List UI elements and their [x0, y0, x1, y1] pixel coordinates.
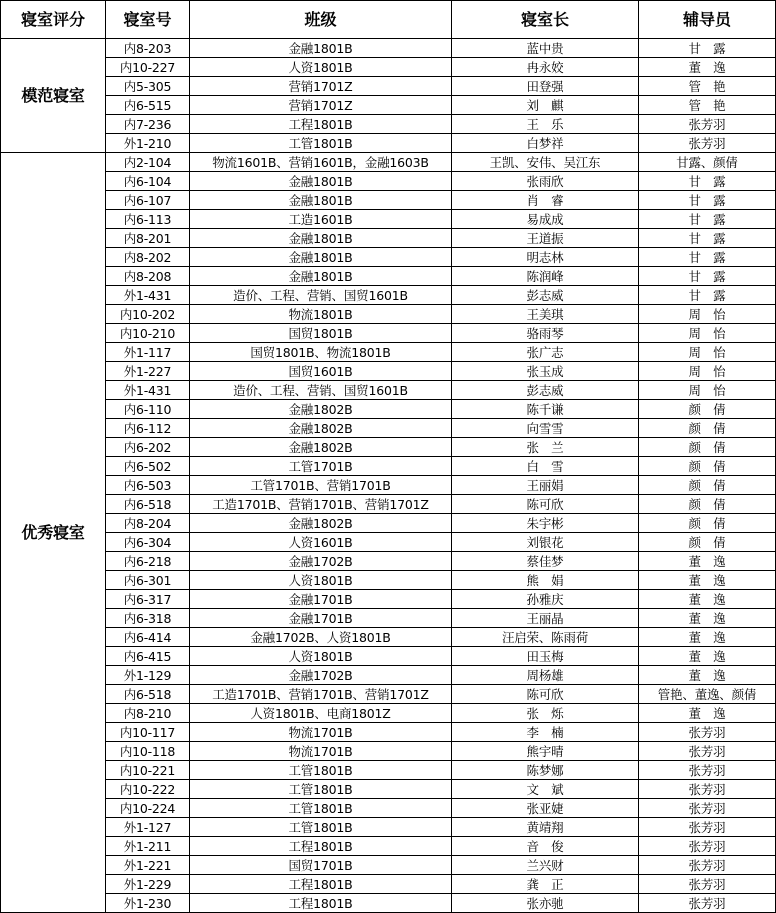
counselor-cell: 颜 倩 — [639, 400, 776, 419]
class-cell: 物流1701B — [190, 723, 452, 742]
leader-cell: 陈可欣 — [452, 685, 639, 704]
table-row — [1, 191, 776, 210]
class-cell: 工管1801B — [190, 818, 452, 837]
room-cell: 内8-204 — [106, 514, 190, 533]
table-row — [1, 818, 776, 837]
table-row — [1, 856, 776, 875]
counselor-cell: 张芳羽 — [639, 818, 776, 837]
table-row — [1, 172, 776, 191]
table-row — [1, 476, 776, 495]
room-cell: 内10-221 — [106, 761, 190, 780]
leader-cell: 冉永姣 — [452, 58, 639, 77]
counselor-cell: 董 逸 — [639, 666, 776, 685]
leader-cell: 蔡佳梦 — [452, 552, 639, 571]
room-cell: 内10-202 — [106, 305, 190, 324]
leader-cell: 陈润峰 — [452, 267, 639, 286]
counselor-cell: 甘 露 — [639, 39, 776, 58]
class-cell: 国贸1801B — [190, 324, 452, 343]
class-cell: 金融1701B — [190, 590, 452, 609]
class-cell: 工管1701B、营销1701B — [190, 476, 452, 495]
leader-cell: 骆雨琴 — [452, 324, 639, 343]
room-cell: 内7-236 — [106, 115, 190, 134]
counselor-cell: 甘 露 — [639, 210, 776, 229]
leader-cell: 张 烁 — [452, 704, 639, 723]
counselor-cell: 颜 倩 — [639, 457, 776, 476]
room-cell: 外1-127 — [106, 818, 190, 837]
counselor-cell: 颜 倩 — [639, 476, 776, 495]
table-row — [1, 305, 776, 324]
table-row — [1, 875, 776, 894]
counselor-cell: 管 艳 — [639, 96, 776, 115]
room-cell: 内6-515 — [106, 96, 190, 115]
class-cell: 金融1801B — [190, 39, 452, 58]
table-row — [1, 590, 776, 609]
room-cell: 内6-503 — [106, 476, 190, 495]
counselor-cell: 颜 倩 — [639, 495, 776, 514]
leader-cell: 王 乐 — [452, 115, 639, 134]
room-cell: 内6-107 — [106, 191, 190, 210]
counselor-cell: 周 怡 — [639, 343, 776, 362]
counselor-cell: 董 逸 — [639, 58, 776, 77]
table-row — [1, 58, 776, 77]
table-row — [1, 799, 776, 818]
table-row — [1, 362, 776, 381]
header-rating: 寝室评分 — [1, 1, 106, 39]
class-cell: 国贸1701B — [190, 856, 452, 875]
table-row — [1, 552, 776, 571]
counselor-cell: 董 逸 — [639, 552, 776, 571]
leader-cell: 张亚婕 — [452, 799, 639, 818]
table-row — [1, 210, 776, 229]
table-row — [1, 267, 776, 286]
leader-cell: 向雪雪 — [452, 419, 639, 438]
counselor-cell: 甘 露 — [639, 248, 776, 267]
table-row — [1, 837, 776, 856]
leader-cell: 肖 睿 — [452, 191, 639, 210]
room-cell: 外1-117 — [106, 343, 190, 362]
class-cell: 金融1702B、人资1801B — [190, 628, 452, 647]
room-cell: 内6-518 — [106, 495, 190, 514]
header-room: 寝室号 — [106, 1, 190, 39]
class-cell: 工管1701B — [190, 457, 452, 476]
room-cell: 内8-201 — [106, 229, 190, 248]
leader-cell: 熊宇晴 — [452, 742, 639, 761]
table-row — [1, 153, 776, 172]
table-row — [1, 324, 776, 343]
leader-cell: 朱宇彬 — [452, 514, 639, 533]
leader-cell: 黄靖翔 — [452, 818, 639, 837]
leader-cell: 刘 麒 — [452, 96, 639, 115]
counselor-cell: 董 逸 — [639, 571, 776, 590]
class-cell: 金融1802B — [190, 438, 452, 457]
counselor-cell: 颜 倩 — [639, 514, 776, 533]
table-body — [1, 39, 776, 913]
leader-cell: 王美琪 — [452, 305, 639, 324]
counselor-cell: 张芳羽 — [639, 134, 776, 153]
class-cell: 金融1701B — [190, 609, 452, 628]
class-cell: 营销1701Z — [190, 96, 452, 115]
counselor-cell: 颜 倩 — [639, 438, 776, 457]
counselor-cell: 颜 倩 — [639, 533, 776, 552]
counselor-cell: 董 逸 — [639, 628, 776, 647]
class-cell: 人资1801B — [190, 647, 452, 666]
leader-cell: 王道振 — [452, 229, 639, 248]
counselor-cell: 张芳羽 — [639, 837, 776, 856]
class-cell: 金融1801B — [190, 172, 452, 191]
leader-cell: 彭志威 — [452, 381, 639, 400]
leader-cell: 张 兰 — [452, 438, 639, 457]
room-cell: 内6-317 — [106, 590, 190, 609]
table-row — [1, 77, 776, 96]
leader-cell: 周杨雄 — [452, 666, 639, 685]
counselor-cell: 管 艳 — [639, 77, 776, 96]
table-row — [1, 761, 776, 780]
table-row — [1, 286, 776, 305]
class-cell: 人资1801B — [190, 571, 452, 590]
leader-cell: 王凯、安伟、吴江东 — [452, 153, 639, 172]
class-cell: 金融1702B — [190, 666, 452, 685]
counselor-cell: 张芳羽 — [639, 875, 776, 894]
class-cell: 工管1801B — [190, 799, 452, 818]
table-row — [1, 571, 776, 590]
class-cell: 金融1801B — [190, 229, 452, 248]
counselor-cell: 张芳羽 — [639, 723, 776, 742]
counselor-cell: 董 逸 — [639, 609, 776, 628]
table-row — [1, 248, 776, 267]
leader-cell: 易成成 — [452, 210, 639, 229]
header-leader: 寝室长 — [452, 1, 639, 39]
leader-cell: 田登强 — [452, 77, 639, 96]
leader-cell: 白梦祥 — [452, 134, 639, 153]
room-cell: 内10-118 — [106, 742, 190, 761]
counselor-cell: 张芳羽 — [639, 115, 776, 134]
leader-cell: 张玉成 — [452, 362, 639, 381]
class-cell: 金融1801B — [190, 191, 452, 210]
class-cell: 造价、工程、营销、国贸1601B — [190, 381, 452, 400]
leader-cell: 陈千谦 — [452, 400, 639, 419]
table-row — [1, 457, 776, 476]
class-cell: 工管1801B — [190, 134, 452, 153]
room-cell: 内6-301 — [106, 571, 190, 590]
counselor-cell: 张芳羽 — [639, 856, 776, 875]
room-cell: 内2-104 — [106, 153, 190, 172]
room-cell: 内6-202 — [106, 438, 190, 457]
class-cell: 金融1802B — [190, 419, 452, 438]
table-row — [1, 723, 776, 742]
table-row — [1, 400, 776, 419]
class-cell: 金融1801B — [190, 248, 452, 267]
class-cell: 金融1802B — [190, 514, 452, 533]
room-cell: 内10-227 — [106, 58, 190, 77]
class-cell: 金融1801B — [190, 267, 452, 286]
class-cell: 国贸1801B、物流1801B — [190, 343, 452, 362]
class-cell: 造价、工程、营销、国贸1601B — [190, 286, 452, 305]
table-row — [1, 96, 776, 115]
counselor-cell: 周 怡 — [639, 324, 776, 343]
counselor-cell: 颜 倩 — [639, 419, 776, 438]
class-cell: 营销1701Z — [190, 77, 452, 96]
leader-cell: 张广志 — [452, 343, 639, 362]
leader-cell: 龚 正 — [452, 875, 639, 894]
leader-cell: 彭志威 — [452, 286, 639, 305]
table-row — [1, 381, 776, 400]
room-cell: 内6-104 — [106, 172, 190, 191]
room-cell: 内6-415 — [106, 647, 190, 666]
header-counselor: 辅导员 — [639, 1, 776, 39]
room-cell: 外1-210 — [106, 134, 190, 153]
table-row — [1, 666, 776, 685]
room-cell: 内8-210 — [106, 704, 190, 723]
class-cell: 国贸1601B — [190, 362, 452, 381]
counselor-cell: 张芳羽 — [639, 799, 776, 818]
table-row — [1, 704, 776, 723]
room-cell: 内6-113 — [106, 210, 190, 229]
room-cell: 外1-230 — [106, 894, 190, 913]
class-cell: 工管1801B — [190, 761, 452, 780]
room-cell: 内6-318 — [106, 609, 190, 628]
room-cell: 外1-221 — [106, 856, 190, 875]
counselor-cell: 甘 露 — [639, 286, 776, 305]
leader-cell: 孙雅庆 — [452, 590, 639, 609]
table-row — [1, 780, 776, 799]
room-cell: 内5-305 — [106, 77, 190, 96]
room-cell: 内10-117 — [106, 723, 190, 742]
room-cell: 外1-227 — [106, 362, 190, 381]
room-cell: 内10-210 — [106, 324, 190, 343]
leader-cell: 李 楠 — [452, 723, 639, 742]
table-row — [1, 115, 776, 134]
counselor-cell: 张芳羽 — [639, 894, 776, 913]
counselor-cell: 张芳羽 — [639, 761, 776, 780]
counselor-cell: 张芳羽 — [639, 780, 776, 799]
leader-cell: 陈梦娜 — [452, 761, 639, 780]
category-cell: 模范寝室 — [1, 39, 106, 153]
counselor-cell: 管艳、董逸、颜倩 — [639, 685, 776, 704]
leader-cell: 刘银花 — [452, 533, 639, 552]
room-cell: 内6-218 — [106, 552, 190, 571]
class-cell: 物流1601B、营销1601B，金融1603B — [190, 153, 452, 172]
counselor-cell: 周 怡 — [639, 305, 776, 324]
leader-cell: 张亦驰 — [452, 894, 639, 913]
room-cell: 内6-502 — [106, 457, 190, 476]
table-row — [1, 39, 776, 58]
counselor-cell: 甘露、颜倩 — [639, 153, 776, 172]
leader-cell: 白 雪 — [452, 457, 639, 476]
class-cell: 金融1802B — [190, 400, 452, 419]
room-cell: 内6-304 — [106, 533, 190, 552]
room-cell: 内6-518 — [106, 685, 190, 704]
class-cell: 人资1601B — [190, 533, 452, 552]
room-cell: 外1-211 — [106, 837, 190, 856]
counselor-cell: 张芳羽 — [639, 742, 776, 761]
class-cell: 工造1701B、营销1701B、营销1701Z — [190, 495, 452, 514]
class-cell: 物流1801B — [190, 305, 452, 324]
leader-cell: 蓝中贵 — [452, 39, 639, 58]
class-cell: 工造1601B — [190, 210, 452, 229]
class-cell: 工程1801B — [190, 894, 452, 913]
table-row — [1, 894, 776, 913]
counselor-cell: 甘 露 — [639, 172, 776, 191]
table-row — [1, 609, 776, 628]
room-cell: 外1-431 — [106, 381, 190, 400]
room-cell: 内8-208 — [106, 267, 190, 286]
leader-cell: 田玉梅 — [452, 647, 639, 666]
class-cell: 工程1801B — [190, 115, 452, 134]
room-cell: 内8-202 — [106, 248, 190, 267]
leader-cell: 王丽娟 — [452, 476, 639, 495]
room-cell: 外1-129 — [106, 666, 190, 685]
leader-cell: 文 斌 — [452, 780, 639, 799]
header-row — [1, 1, 776, 39]
room-cell: 外1-431 — [106, 286, 190, 305]
leader-cell: 汪启荣、陈雨荷 — [452, 628, 639, 647]
counselor-cell: 董 逸 — [639, 704, 776, 723]
counselor-cell: 甘 露 — [639, 229, 776, 248]
leader-cell: 音 俊 — [452, 837, 639, 856]
counselor-cell: 董 逸 — [639, 590, 776, 609]
leader-cell: 明志林 — [452, 248, 639, 267]
table-row — [1, 533, 776, 552]
class-cell: 工造1701B、营销1701B、营销1701Z — [190, 685, 452, 704]
leader-cell: 陈可欣 — [452, 495, 639, 514]
counselor-cell: 周 怡 — [639, 362, 776, 381]
table-row — [1, 134, 776, 153]
room-cell: 内8-203 — [106, 39, 190, 58]
room-cell: 内10-222 — [106, 780, 190, 799]
class-cell: 工管1801B — [190, 780, 452, 799]
table-row — [1, 647, 776, 666]
counselor-cell: 董 逸 — [639, 647, 776, 666]
table-row — [1, 438, 776, 457]
leader-cell: 王丽晶 — [452, 609, 639, 628]
room-cell: 内6-112 — [106, 419, 190, 438]
table-row — [1, 628, 776, 647]
category-cell: 优秀寝室 — [1, 153, 106, 913]
table-row — [1, 495, 776, 514]
counselor-cell: 甘 露 — [639, 267, 776, 286]
table-row — [1, 343, 776, 362]
leader-cell: 张雨欣 — [452, 172, 639, 191]
class-cell: 人资1801B — [190, 58, 452, 77]
table-row — [1, 685, 776, 704]
leader-cell: 熊 娟 — [452, 571, 639, 590]
class-cell: 人资1801B、电商1801Z — [190, 704, 452, 723]
table-row — [1, 514, 776, 533]
class-cell: 金融1702B — [190, 552, 452, 571]
leader-cell: 兰兴财 — [452, 856, 639, 875]
header-class: 班级 — [190, 1, 452, 39]
table-row — [1, 419, 776, 438]
counselor-cell: 甘 露 — [639, 191, 776, 210]
table-row — [1, 229, 776, 248]
room-cell: 内10-224 — [106, 799, 190, 818]
room-cell: 内6-110 — [106, 400, 190, 419]
counselor-cell: 周 怡 — [639, 381, 776, 400]
room-cell: 外1-229 — [106, 875, 190, 894]
table-row — [1, 742, 776, 761]
class-cell: 物流1701B — [190, 742, 452, 761]
room-cell: 内6-414 — [106, 628, 190, 647]
class-cell: 工程1801B — [190, 837, 452, 856]
class-cell: 工程1801B — [190, 875, 452, 894]
